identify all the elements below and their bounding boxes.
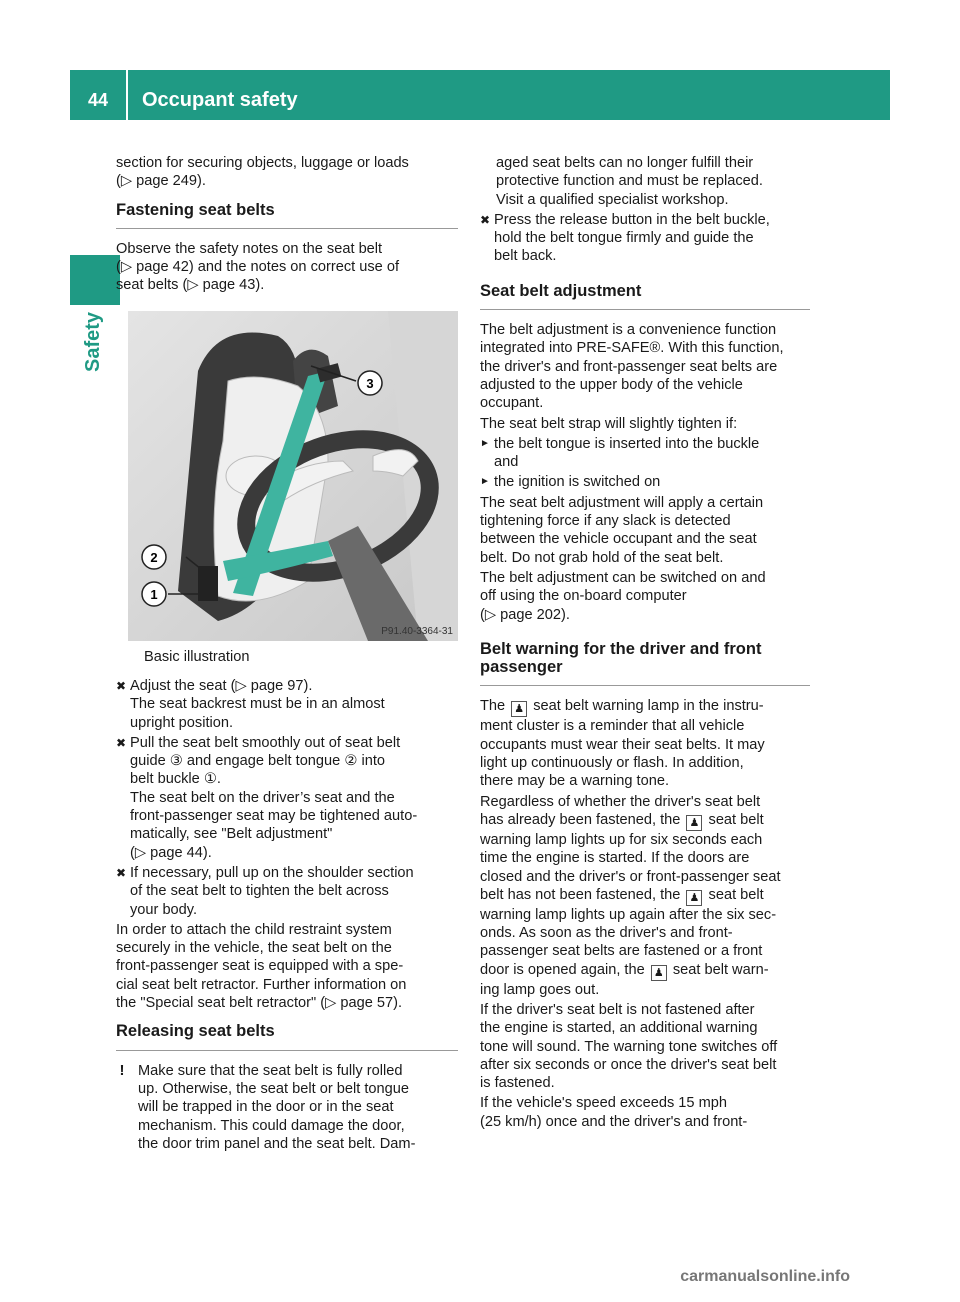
adjustment-switch-text: The belt adjustment can be switched on and off using the on-board computer (▷ page 202). <box>480 569 766 623</box>
heading-fastening: Fastening seat belts <box>116 201 458 229</box>
bullet-tongue: ► the belt tongue is inserted into the buckle and <box>480 435 760 471</box>
step-adjust-seat: ✖ Adjust the seat (▷ page 97). The seat backrest must be in an almost upright position. <box>116 678 385 731</box>
callout-3: 3 <box>366 376 374 391</box>
seatbelt-warning-icon: ♟ <box>686 890 702 906</box>
heading-belt-warning: Belt warning for the driver and front passenger <box>480 640 810 687</box>
fastening-text: Observe the safety notes on the seat belt (▷ page 42) and the notes on correct use of seat belts (▷ page 43). <box>116 240 400 294</box>
callout-2: 2 <box>150 550 158 565</box>
callout-1: 1 <box>150 587 158 602</box>
page-title: Occupant safety <box>142 89 298 111</box>
step-release-button: ✖ Press the release button in the belt buckle, hold the belt tongue firmly and guide the belt back. <box>480 211 770 265</box>
belt-warning-text-4: If the vehicle's speed exceeds 15 mph (25 km/h) once and the driver's and front- <box>480 1095 748 1130</box>
adjustment-force-text: The seat belt adjustment will apply a certain tightening force if any slack is detected between the vehicle occupant and the seat belt. Do not grab hold of the seat belt. <box>480 494 764 566</box>
watermark: carmanualsonline.info <box>680 1268 850 1285</box>
left-column-lower <box>116 677 458 1153</box>
warning-note: ! Make sure that the seat belt is fully rolled up. Otherwise, the seat belt or belt tongue will be trapped in the door or in the seat mechanism. This could damage the door, the door trim panel and the seat belt. Dam- <box>116 1062 458 1153</box>
step-pull-belt: ✖ Pull the seat belt smoothly out of seat belt guide ③ and engage belt tongue ② into belt buckle ①. The seat belt on the driver’s seat and the front-passenger seat may be tightened auto- matically, see "Belt adjustment" (▷ page 44). <box>116 734 418 861</box>
section-tab <box>70 255 120 305</box>
seatbelt-warning-icon: ♟ <box>686 815 702 831</box>
figure-caption: Basic illustration <box>144 649 250 665</box>
adjustment-condition: The seat belt strap will slightly tighten if: <box>480 415 738 432</box>
belt-warning-text-2: Regardless of whether the driver's seat belt has already been fastened, the ♟ seat belt warning lamp lights up for six seconds each time the engine is started. If the doors are closed and the driver's or front-passenger seat belt has not been fastened, the ♟ seat belt warning lamp lights up again after the six sec- onds. As soon as the driver's and front- passenger seat belts are fastened or a front door is opened again, the ♟ seat belt warn- ing lamp goes out. <box>480 793 781 998</box>
child-restraint-text: In order to attach the child restraint system securely in the vehicle, the seat belt on the front-passenger seat is equipped with a spe- cial seat belt retractor. Further information on the "Special seat belt retractor" (▷ page 57). <box>116 921 407 1012</box>
seatbelt-warning-icon: ♟ <box>511 701 527 717</box>
intro-text: section for securing objects, luggage or loads (▷ page 249). <box>116 155 409 190</box>
seatbelt-warning-icon: ♟ <box>651 965 667 981</box>
step-arrow-icon: ✖ <box>116 735 127 750</box>
page-number: 44 <box>87 90 109 110</box>
seat-belt-illustration <box>128 311 458 641</box>
right-column <box>480 154 810 1133</box>
left-column <box>116 154 458 297</box>
heading-releasing: Releasing seat belts <box>116 1022 458 1050</box>
belt-warning-text-1: The ♟ seat belt warning lamp in the instru- ment cluster is a reminder that all vehicle occupants must wear their seat belts. It may light up continuously or flash. In addition, there may be a warning tone. <box>480 698 765 790</box>
header-divider <box>126 70 128 120</box>
warning-continued: aged seat belts can no longer fulfill their protective function and must be replaced. Visit a qualified specialist workshop. <box>496 155 763 208</box>
bullet-icon: ► <box>480 437 490 449</box>
step-arrow-icon: ✖ <box>116 865 127 880</box>
warning-icon: ! <box>119 1061 125 1079</box>
heading-adjustment: Seat belt adjustment <box>480 282 810 310</box>
figure-ref: P91.40-3364-31 <box>381 626 453 637</box>
step-arrow-icon: ✖ <box>480 212 491 227</box>
belt-warning-text-3: If the driver's seat belt is not fastened after the engine is started, an additional warning tone will sound. The warning tone switches off after six seconds or once the driver's seat belt is fastened. <box>480 1001 778 1092</box>
step-pull-shoulder: ✖ If necessary, pull up on the shoulder section of the seat belt to tighten the belt across your body. <box>116 864 414 918</box>
bullet-ignition: ► the ignition is switched on <box>480 474 661 491</box>
bullet-icon: ► <box>480 476 490 488</box>
step-arrow-icon: ✖ <box>116 679 127 693</box>
adjustment-text: The belt adjustment is a convenience function integrated into PRE-SAFE®. With this function, the driver's and front-passenger seat belts are adjusted to the upper body of the vehicle occupant. <box>480 322 784 412</box>
section-label: Safety <box>82 312 104 373</box>
